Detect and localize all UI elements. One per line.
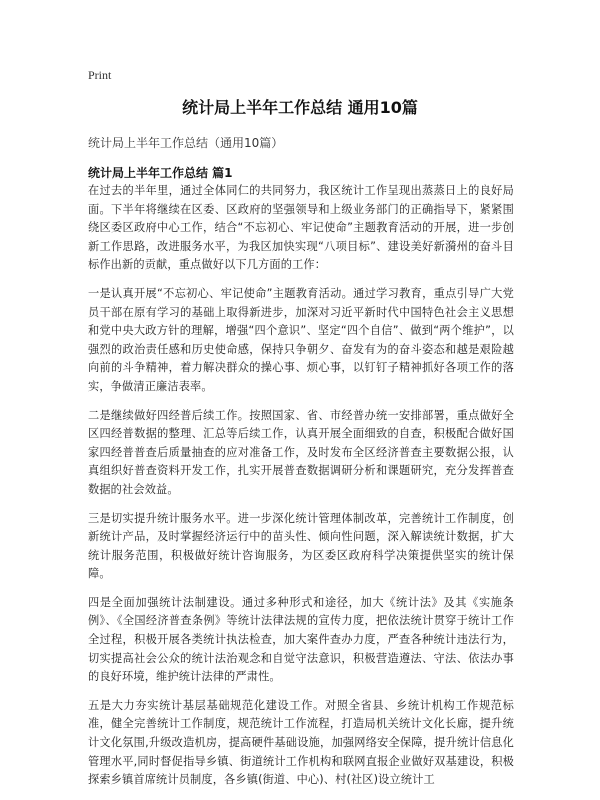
page-title: 统计局上半年工作总结 通用10篇 (182, 98, 418, 117)
paragraph-4: 四是全面加强统计法制建设。通过多种形式和途径，加大《统计法》及其《实施条例》、《全国经济普查条例》等统计法律法规的宣传力度，把依法统计贯穿于统计工作全过程，积极开展各类统计执法检查，加大案件查办力度，严查各种统计违法行为，切实提高社会公众的统计法治观念和自觉守法意识，积极营造遵法、守法、依法办事的良好环境，维护统计法律的严肃性。 (88, 595, 514, 684)
article-body (88, 182, 514, 800)
paragraph-intro: 在过去的半年里，通过全体同仁的共同努力，我区统计工作呈现出蒸蒸日上的良好局面。下半年将继续在区委、区政府的坚强领导和上级业务部门的正确指导下，紧紧围绕区委区政府中心工作，结合“不忘初心、牢记使命”主题教育活动的开展，进一步创新工作思路，改进服务水平，为我区加快实现“八项目标”、建设美好新漪州的奋斗目标作出新的贡献，重点做好以下几方面的工作： (88, 184, 514, 272)
paragraph-2: 二是继续做好四经普后续工作。按照国家、省、市经普办统一安排部署，重点做好全区四经普数据的整理、汇总等后续工作，认真开展全面细致的自查，积极配合做好国家四经普普查后质量抽查的应对准备工作，及时发布全区经济普查主要数据公报，认真组织好普查资料开发工作，扎实开展普查数据调研分析和课题研究，充分发挥普查数据的社会效益。 (88, 408, 514, 496)
paragraph-1: 一是认真开展“不忘初心、牢记使命”主题教育活动。通过学习教育，重点引导广大党员干部在原有学习的基础上取得新进步，加深对习近平新时代中国特色社会主义思想和党中央大政方针的理解，增强“四个意识”、坚定“四个自信”、做到“两个维护”，以强烈的政治责任感和历史使命感，保持只争朝夕、奋发有为的奋斗姿态和越是艰险越向前的斗争精神，着力解决群众的操心事、烦心事，以钉钉子精神抓好各项工作的落实，争做清正廉洁表率。 (88, 286, 514, 393)
document-subtitle: 统计局上半年工作总结（通用10篇） (88, 136, 284, 150)
paragraph-5: 五是大力夯实统计基层基础规范化建设工作。对照全省县、乡统计机构工作规范标准，健全完善统计工作制度，规范统计工作流程，打造局机关统计文化长廊，提升统计文化氛围,升级改造机房，提高硬件基础设施，加强网络安全保障，提升统计信息化管理水平,同时督促指导乡镇、街道统计工作机构和联网直报企业做好双基建设，积极探索乡镇首席统计员制度，各乡镇(街道、中心)、村(社区)设立统计工 (88, 698, 514, 787)
print-link[interactable]: Print (88, 68, 112, 82)
section-heading: 统计局上半年工作总结 篇1 (88, 166, 233, 180)
paragraph-3: 三是切实提升统计服务水平。进一步深化统计管理体制改革，完善统计工作制度，创新统计产品，及时掌握经济运行中的苗头性、倾向性问题，深入解读统计数据，扩大统计服务范围，积极做好统计咨询服务，为区委区政府科学决策提供坚实的统计保障。 (88, 511, 514, 581)
